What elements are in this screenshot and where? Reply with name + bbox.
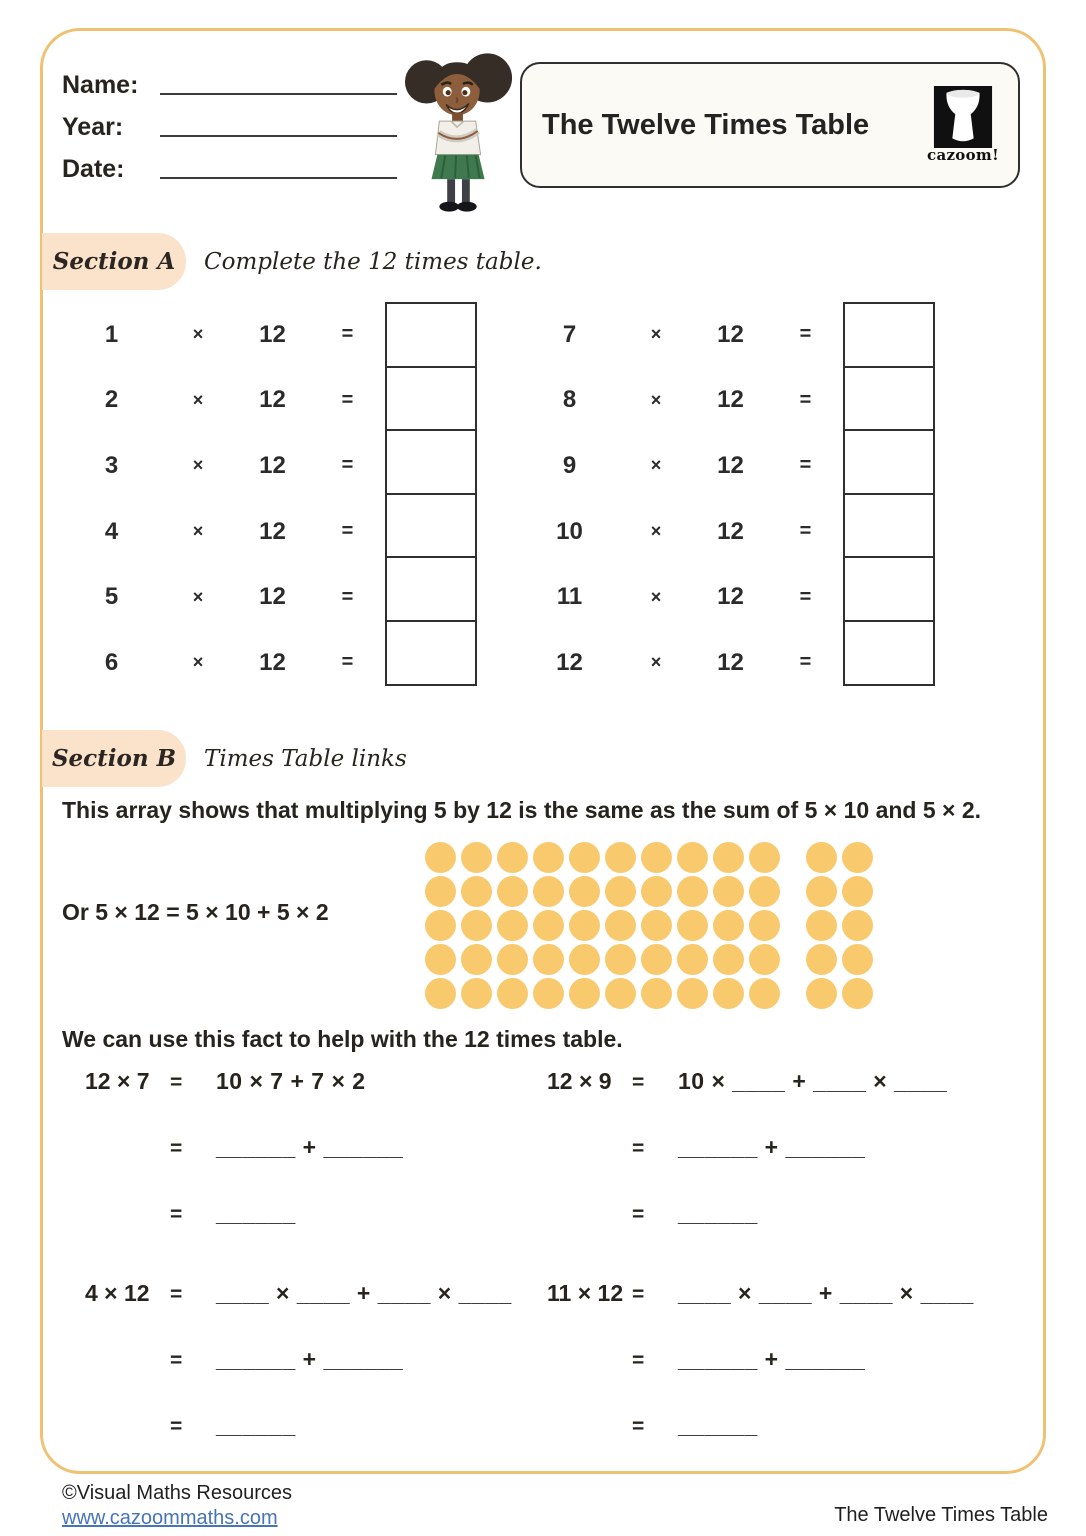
equals-sign: = (799, 520, 812, 543)
multiplicand: 10 (556, 517, 583, 545)
times-icon: × (192, 455, 204, 476)
multiplicand: 3 (104, 451, 119, 479)
array-dot (713, 876, 744, 907)
array-dot (497, 944, 528, 975)
array-dot (425, 910, 456, 941)
array-dot (842, 978, 873, 1009)
multiplier: 12 (259, 320, 286, 348)
answer-box[interactable] (385, 302, 477, 368)
answer-blank-line[interactable]: 10 × ____ + ____ × ____ (678, 1068, 948, 1094)
answer-blank-line[interactable]: ______ + ______ (678, 1346, 866, 1372)
problem-expression: 10 × 7 + 7 × 2 (216, 1068, 366, 1094)
equals-sign: = (170, 1283, 183, 1306)
array-dot (569, 910, 600, 941)
times-table-left-group (62, 302, 477, 696)
name-label: Name: (62, 71, 139, 99)
array-dot (605, 944, 636, 975)
times-icon: × (192, 521, 204, 542)
answer-box[interactable] (385, 556, 477, 622)
website-link[interactable]: www.cazoommaths.com (62, 1507, 278, 1529)
equals-sign: = (632, 1415, 645, 1438)
problem-row (85, 1200, 547, 1236)
array-dot (569, 978, 600, 1009)
name-field-row (62, 58, 397, 100)
array-dot (605, 910, 636, 941)
equals-sign: = (799, 388, 812, 411)
multiplicand: 7 (562, 320, 577, 348)
times-icon: × (192, 324, 204, 345)
schoolgirl-mascot-icon (402, 46, 515, 216)
year-input-line[interactable] (160, 135, 397, 137)
multiplicand: 9 (562, 451, 577, 479)
array-dot (677, 978, 708, 1009)
section-a-header (42, 233, 542, 290)
date-field-row (62, 142, 397, 184)
array-dot (749, 944, 780, 975)
answer-box[interactable] (843, 620, 935, 686)
array-dot (497, 910, 528, 941)
multiplier: 12 (717, 583, 744, 611)
problem-row (85, 1412, 547, 1448)
answer-blank-line[interactable]: ______ + ______ (216, 1134, 404, 1160)
array-dot (842, 944, 873, 975)
array-dot (806, 876, 837, 907)
equals-sign: = (170, 1415, 183, 1438)
problem-row (547, 1134, 1015, 1170)
equals-sign: = (632, 1071, 645, 1094)
array-dot (605, 876, 636, 907)
array-dot (842, 910, 873, 941)
section-b-header (42, 730, 407, 787)
array-dot (749, 842, 780, 873)
dot-array (425, 842, 873, 1009)
array-dot (677, 842, 708, 873)
array-dot (605, 842, 636, 873)
array-dot (497, 978, 528, 1009)
times-icon: × (650, 389, 662, 410)
multiplier: 12 (717, 451, 744, 479)
times-table-right-group (520, 302, 935, 696)
answer-box[interactable] (843, 556, 935, 622)
answer-blank-line[interactable]: ____ × ____ + ____ × ____ (678, 1280, 974, 1306)
answer-blank-line[interactable]: ______ (216, 1412, 296, 1438)
problem-label: 11 × 12 (547, 1280, 624, 1306)
array-dot (425, 944, 456, 975)
multiplicand: 12 (556, 648, 583, 676)
array-dot (461, 910, 492, 941)
array-dot (533, 876, 564, 907)
equals-sign: = (799, 651, 812, 674)
fact-text: We can use this fact to help with the 12 times table. (62, 1026, 623, 1052)
times-table-row (62, 302, 385, 368)
equals-sign: = (341, 388, 354, 411)
cazoom-logo-text: cazoom! (927, 146, 999, 164)
array-dot (425, 978, 456, 1009)
djembe-drum-icon (933, 86, 993, 148)
problem-row (85, 1346, 547, 1382)
array-dot (842, 842, 873, 873)
times-table-row (62, 630, 385, 696)
times-icon: × (192, 652, 204, 673)
problem-row (85, 1068, 547, 1104)
multiplicand: 4 (104, 517, 119, 545)
array-explanation-text: This array shows that multiplying 5 by 12 is the same as the sum of 5 × 10 and 5 × 2. (62, 797, 982, 823)
array-dot (749, 978, 780, 1009)
equals-sign: = (799, 454, 812, 477)
answer-blank-line[interactable]: ______ (678, 1412, 758, 1438)
array-dot (677, 910, 708, 941)
problem-block-4x12 (85, 1280, 547, 1448)
multiplicand: 8 (562, 386, 577, 414)
array-dot (713, 910, 744, 941)
footer-doc-title: The Twelve Times Table (834, 1504, 1048, 1526)
problem-row (85, 1134, 547, 1170)
array-dot (461, 978, 492, 1009)
multiplier: 12 (259, 451, 286, 479)
array-dot (641, 978, 672, 1009)
array-dot (677, 944, 708, 975)
equals-sign: = (632, 1349, 645, 1372)
answer-blank-line[interactable]: ____ × ____ + ____ × ____ (216, 1280, 512, 1306)
array-dot (497, 876, 528, 907)
multiplicand: 6 (104, 648, 119, 676)
equals-sign: = (341, 585, 354, 608)
copyright-text: ©Visual Maths Resources (62, 1482, 293, 1504)
cazoom-logo (924, 86, 1002, 164)
array-dot (425, 876, 456, 907)
section-b-tab: Section B (42, 730, 186, 787)
section-b-instruction: Times Table links (204, 745, 407, 772)
answer-blank-line[interactable]: ______ (216, 1200, 296, 1226)
array-dot (677, 876, 708, 907)
equals-sign: = (170, 1071, 183, 1094)
equals-sign: = (799, 585, 812, 608)
array-dot (533, 910, 564, 941)
or-equation-text: Or 5 × 12 = 5 × 10 + 5 × 2 (62, 899, 329, 925)
multiplier: 12 (259, 583, 286, 611)
array-dot (749, 876, 780, 907)
times-icon: × (650, 324, 662, 345)
problem-label: 4 × 12 (85, 1280, 150, 1306)
name-input-line[interactable] (160, 93, 397, 95)
multiplier: 12 (259, 386, 286, 414)
problem-label: 12 × 7 (85, 1068, 150, 1094)
equals-sign: = (170, 1203, 183, 1226)
problem-row (547, 1200, 1015, 1236)
answer-blank-line[interactable]: ______ + ______ (678, 1134, 866, 1160)
date-label: Date: (62, 155, 125, 183)
date-input-line[interactable] (160, 177, 397, 179)
array-dot (713, 978, 744, 1009)
times-table-row (520, 302, 843, 368)
array-dot (461, 876, 492, 907)
problem-block-12x9 (547, 1068, 1015, 1236)
answer-box[interactable] (385, 429, 477, 495)
times-icon: × (650, 455, 662, 476)
array-dot (806, 910, 837, 941)
array-dot (569, 842, 600, 873)
section-a-tab: Section A (42, 233, 186, 290)
problem-label: 12 × 9 (547, 1068, 612, 1094)
dot-array-main-group (425, 842, 780, 1009)
array-dot (713, 944, 744, 975)
year-field-row (62, 100, 397, 142)
equals-sign: = (632, 1283, 645, 1306)
array-dot (806, 978, 837, 1009)
answer-box[interactable] (385, 366, 477, 432)
times-table-row (62, 433, 385, 499)
equals-sign: = (170, 1349, 183, 1372)
times-table-row (520, 499, 843, 565)
array-dot (497, 842, 528, 873)
year-label: Year: (62, 113, 124, 141)
array-dot (533, 944, 564, 975)
equals-sign: = (632, 1137, 645, 1160)
multiplicand: 2 (104, 386, 119, 414)
answer-blank-line[interactable]: ______ + ______ (216, 1346, 404, 1372)
array-dot (641, 910, 672, 941)
answer-box[interactable] (385, 620, 477, 686)
array-dot (806, 842, 837, 873)
dot-array-extra-group (806, 842, 873, 1009)
times-table-row (62, 499, 385, 565)
equals-sign: = (341, 520, 354, 543)
problem-row (547, 1412, 1015, 1448)
array-dot (461, 944, 492, 975)
array-dot (842, 876, 873, 907)
array-dot (749, 910, 780, 941)
answer-box[interactable] (843, 302, 935, 368)
array-dot (605, 978, 636, 1009)
answer-box[interactable] (385, 493, 477, 559)
section-a-instruction: Complete the 12 times table. (204, 248, 542, 275)
times-table (62, 302, 935, 696)
equals-sign: = (170, 1137, 183, 1160)
array-dot (461, 842, 492, 873)
times-table-row (520, 630, 843, 696)
times-table-row (520, 368, 843, 434)
answer-box[interactable] (843, 429, 935, 495)
multiplicand: 5 (104, 583, 119, 611)
answer-box[interactable] (843, 493, 935, 559)
multiplier: 12 (717, 386, 744, 414)
array-dot (533, 978, 564, 1009)
array-dot (641, 944, 672, 975)
problems-grid (85, 1068, 1015, 1448)
multiplier: 12 (717, 517, 744, 545)
answer-box[interactable] (843, 366, 935, 432)
array-dot (806, 944, 837, 975)
problem-row (547, 1346, 1015, 1382)
times-icon: × (192, 389, 204, 410)
array-dot (569, 876, 600, 907)
array-dot (425, 842, 456, 873)
equals-sign: = (341, 651, 354, 674)
problem-block-11x12 (547, 1280, 1015, 1448)
array-dot (569, 944, 600, 975)
times-table-row (520, 564, 843, 630)
times-icon: × (650, 521, 662, 542)
array-dot (641, 842, 672, 873)
equals-sign: = (341, 454, 354, 477)
equals-sign: = (341, 323, 354, 346)
equals-sign: = (632, 1203, 645, 1226)
array-dot (533, 842, 564, 873)
times-icon: × (650, 586, 662, 607)
array-dot (641, 876, 672, 907)
multiplier: 12 (717, 320, 744, 348)
multiplicand: 1 (104, 320, 119, 348)
header-fields (62, 58, 397, 184)
problem-row (85, 1280, 547, 1316)
times-icon: × (192, 586, 204, 607)
problem-block-12x7 (85, 1068, 547, 1236)
multiplier: 12 (259, 648, 286, 676)
equals-sign: = (799, 323, 812, 346)
array-dot (713, 842, 744, 873)
times-table-row (62, 368, 385, 434)
problem-row (547, 1068, 1015, 1104)
times-table-row (62, 564, 385, 630)
times-table-row (520, 433, 843, 499)
multiplicand: 11 (556, 583, 583, 611)
multiplier: 12 (259, 517, 286, 545)
answer-blank-line[interactable]: ______ (678, 1200, 758, 1226)
title-box (520, 62, 1020, 188)
page-title: The Twelve Times Table (542, 108, 870, 141)
problem-row (547, 1280, 1015, 1316)
multiplier: 12 (717, 648, 744, 676)
times-icon: × (650, 652, 662, 673)
